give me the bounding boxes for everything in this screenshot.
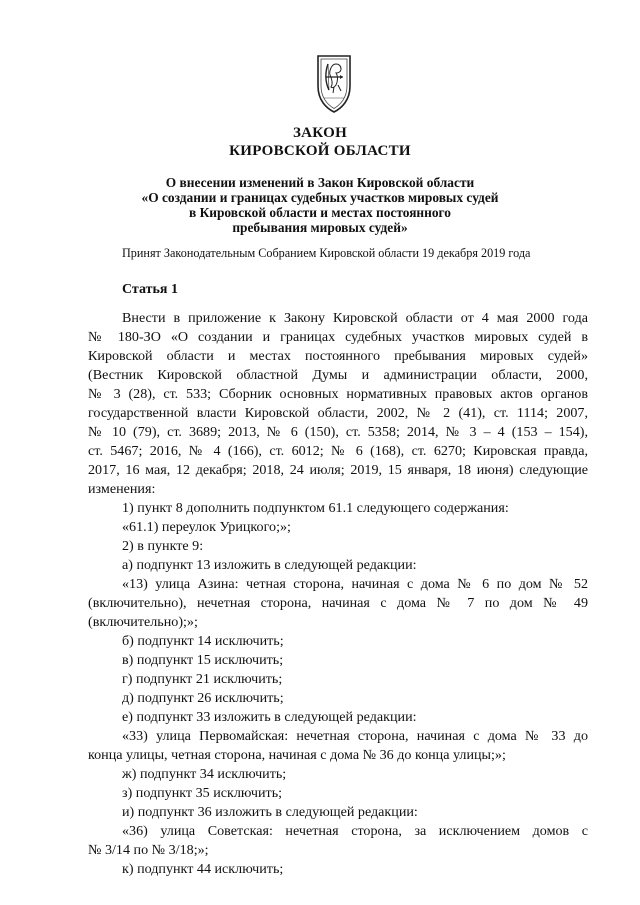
list-item: б) подпункт 14 исключить; <box>122 633 284 649</box>
law-title-line-2: КИРОВСКОЙ ОБЛАСТИ <box>229 143 411 159</box>
subitem-13-line: (включительно);»; <box>88 614 198 630</box>
law-title-line-1: ЗАКОН <box>292 125 348 141</box>
adoption-note: Принят Законодательным Собранием Кировской области 19 декабря 2019 года <box>122 246 531 260</box>
subitem-13-line: (включительно), нечетная сторона, начиная с дома № 7 по дом № 49 <box>88 595 588 611</box>
law-subtitle <box>0 175 640 235</box>
list-item: а) подпункт 13 изложить в следующей редакции: <box>122 557 417 573</box>
subtitle-line: О внесении изменений в Закон Кировской области <box>165 175 475 190</box>
subitem-36-line: № 3/14 по № 3/18;»; <box>88 842 209 858</box>
subitem-33-line: «33) улица Первомайская: нечетная сторона, начиная с дома № 33 до <box>122 728 588 744</box>
list-item: ж) подпункт 34 исключить; <box>122 766 287 782</box>
intro-line: изменения: <box>88 481 156 497</box>
subtitle-line: пребывания мировых судей» <box>232 220 408 235</box>
intro-line: № 3 (28), ст. 533; Сборник основных нормативных правовых актов органов <box>88 386 588 402</box>
list-item: г) подпункт 21 исключить; <box>122 671 283 687</box>
article-heading: Статья 1 <box>122 282 178 297</box>
list-item: к) подпункт 44 исключить; <box>122 861 284 877</box>
list-item: 1) пункт 8 дополнить подпунктом 61.1 следующего содержания: <box>122 500 509 516</box>
law-title <box>0 124 640 160</box>
subitem-33-line: конца улицы, четная сторона, начиная с дома № 36 до конца улицы;»; <box>88 747 506 763</box>
intro-line: № 180-ЗО «О создании и границах судебных участков мировых судей в <box>88 329 588 345</box>
list-item: д) подпункт 26 исключить; <box>122 690 284 706</box>
subitem-13-line: «13) улица Азина: четная сторона, начиная с дома № 6 по дом № 52 <box>122 576 588 592</box>
intro-line: № 10 (79), ст. 3689; 2013, № 6 (150), ст. 5358; 2014, № 3 – 4 (153 – 154), <box>88 424 588 440</box>
list-item: 2) в пункте 9: <box>122 538 204 554</box>
intro-line: Кировской области и местах постоянного пребывания мировых судей» <box>88 348 588 364</box>
intro-line: государственной власти Кировской области, 2002, № 2 (41), ст. 1114; 2007, <box>88 405 588 421</box>
kirov-oblast-coat-of-arms-icon <box>312 52 356 114</box>
intro-line: 2017, 16 мая, 12 декабря; 2018, 24 июля; 2019, 15 января, 18 июня) следующие <box>88 462 588 478</box>
list-item: и) подпункт 36 изложить в следующей редакции: <box>122 804 418 820</box>
intro-line: (Вестник Кировской областной Думы и администрации области, 2000, <box>88 367 588 383</box>
subitem-36-line: «36) улица Советская: нечетная сторона, за исключением домов с <box>122 823 588 839</box>
intro-line: Внести в приложение к Закону Кировской области от 4 мая 2000 года <box>122 310 588 326</box>
list-item: е) подпункт 33 изложить в следующей редакции: <box>122 709 417 725</box>
list-item: з) подпункт 35 исключить; <box>122 785 283 801</box>
subtitle-line: «О создании и границах судебных участков мировых судей <box>141 190 499 205</box>
list-item: в) подпункт 15 исключить; <box>122 652 284 668</box>
list-item: «61.1) переулок Урицкого;»; <box>122 519 291 535</box>
subtitle-line: в Кировской области и местах постоянного <box>188 205 452 220</box>
intro-line: ст. 5467; 2016, № 4 (166), ст. 6012; № 6 (168), ст. 6270; Кировская правда, <box>88 443 588 459</box>
